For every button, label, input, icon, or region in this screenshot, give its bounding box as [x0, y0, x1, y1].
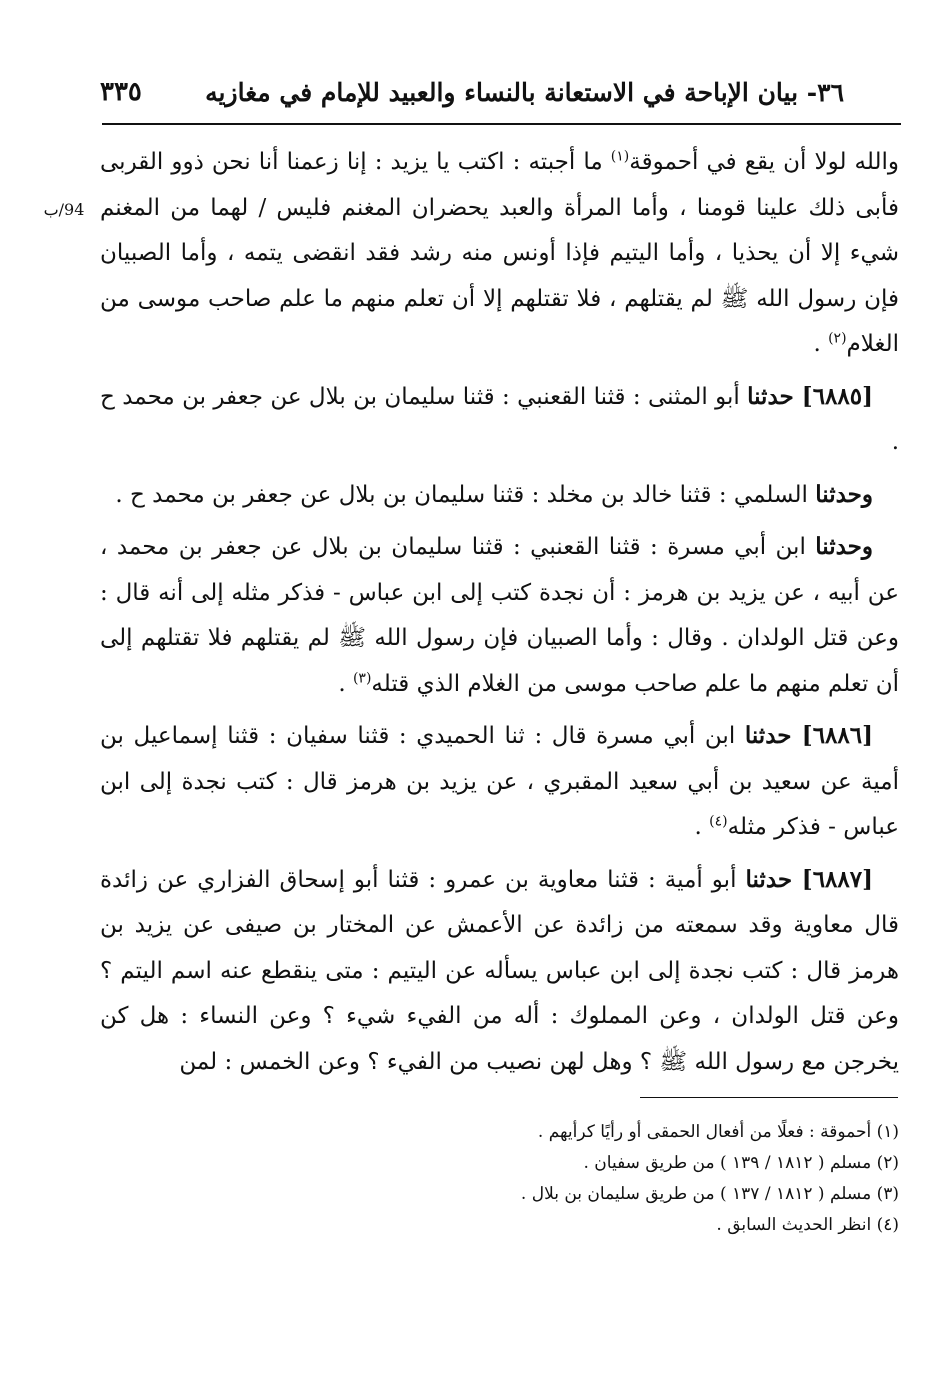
text-run: . — [338, 670, 353, 697]
text-run: والله لولا أن يقع في أحموقة — [629, 149, 899, 175]
text-run: ما أجبته : اكتب يا يزيد : إنا زعمنا أنا نحن ذوو القربى فأبى ذلك علينا قومنا ، وأما المرأة والعبد يحضران المغنم فليس / لهما من المغنم شيء إلا أن يحذيا ، وأما اليتيم فإذا أونس منه رشد فقد انقضى يتمه ، وأما الصبيان فإن رسول الله ﷺ لم يقتلهم ، فلا تقتلهم إلا أن تعلم منهم ما علم صاحب موسى من الغلام — [100, 149, 899, 357]
page-number: ٣٣٥ — [100, 77, 142, 107]
footnote-rule — [640, 1097, 898, 1098]
text-run: . — [694, 814, 710, 840]
paragraph-p4 — [100, 524, 899, 707]
footnote-1: (١) أحموقة : فعلًا من أفعال الحمقى أو رأيًا كرأيهم . — [537, 1122, 899, 1142]
paragraph-p5 — [100, 713, 899, 851]
footnote-3: (٣) مسلم ( ١٨١٢ / ١٣٧ ) من طريق سليمان بن بلال . — [520, 1184, 899, 1204]
manuscript-folio-note: 94/ب — [43, 200, 85, 219]
paragraph-p1 — [100, 140, 899, 368]
text-run: ابن أبي مسرة قال : ثنا الحميدي : قثنا سفيان : قثنا إسماعيل بن أمية عن سعيد بن أبي سعيد المقبري ، عن يزيد بن هرمز قال : كتب نجدة إلى ابن عباس - فذكر مثله — [100, 723, 899, 840]
hadith-heading: [٦٨٨٧] حدثنا — [745, 865, 874, 893]
main-text — [100, 140, 899, 1091]
paragraph-p3 — [100, 472, 899, 519]
text-run: . — [813, 331, 829, 357]
hadith-heading: وحدثنا — [815, 480, 873, 508]
hadith-heading: [٦٨٨٦] حدثنا — [744, 722, 873, 749]
footnote-marker: (٢) — [828, 330, 847, 347]
text-run: ابن أبي مسرة : قثنا القعنبي : قثنا سليمان بن بلال عن جعفر بن محمد ، عن أبيه ، عن يزيد بن هرمز : أن نجدة كتب إلى ابن عباس - فذكر مثله إلى أنه قال : وعن قتل الولدان . وقال : وأما الصبيان فإن رسول الله ﷺ لم يقتلهم فلا تقتلهم إلى أن تعلم منهم ما علم صاحب موسى من الغلام الذي قتله — [100, 534, 899, 697]
footnotes — [379, 1117, 899, 1241]
text-run: أبو المثنى : قثنا القعنبي : قثنا سليمان بن بلال عن جعفر بن محمد ح . — [100, 383, 899, 455]
chapter-title: ٣٦- بيان الإباحة في الاستعانة بالنساء والعبيد للإمام في مغازيه — [205, 77, 844, 107]
footnote-2: (٢) مسلم ( ١٨١٢ / ١٣٩ ) من طريق سفيان . — [583, 1153, 899, 1173]
footnote-marker: (١) — [610, 148, 630, 165]
footnote-marker: (٣) — [352, 669, 372, 686]
hadith-heading: [٦٨٨٥] حدثنا — [747, 382, 873, 410]
text-run: السلمي : قثنا خالد بن مخلد : قثنا سليمان بن بلال عن جعفر بن محمد ح . — [115, 481, 816, 508]
page-header — [100, 68, 844, 116]
hadith-heading: وحدثنا — [815, 533, 873, 560]
header-rule — [102, 123, 901, 125]
text-run: أبو أمية : قثنا معاوية بن عمرو : قثنا أبو إسحاق الفزاري عن زائدة قال معاوية وقد سمعته من زائدة عن الأعمش عن المختار بن صيفى عن يزيد بن هرمز قال : كتب نجدة إلى ابن عباس يسأله عن اليتيم : متى ينقطع عنه اسم اليتم ؟ وعن قتل الولدان ، وعن المملوك : أله من الفيء شيء ؟ وعن النساء : هل كن يخرجن مع رسول الله ﷺ ؟ وهل لهن نصيب من الفيء ؟ وعن الخمس : لمن — [100, 866, 899, 1075]
footnote-4: (٤) انظر الحديث السابق . — [716, 1215, 899, 1235]
paragraph-p6 — [100, 857, 899, 1086]
paragraph-p2 — [100, 374, 899, 466]
footnote-marker: (٤) — [709, 813, 728, 830]
